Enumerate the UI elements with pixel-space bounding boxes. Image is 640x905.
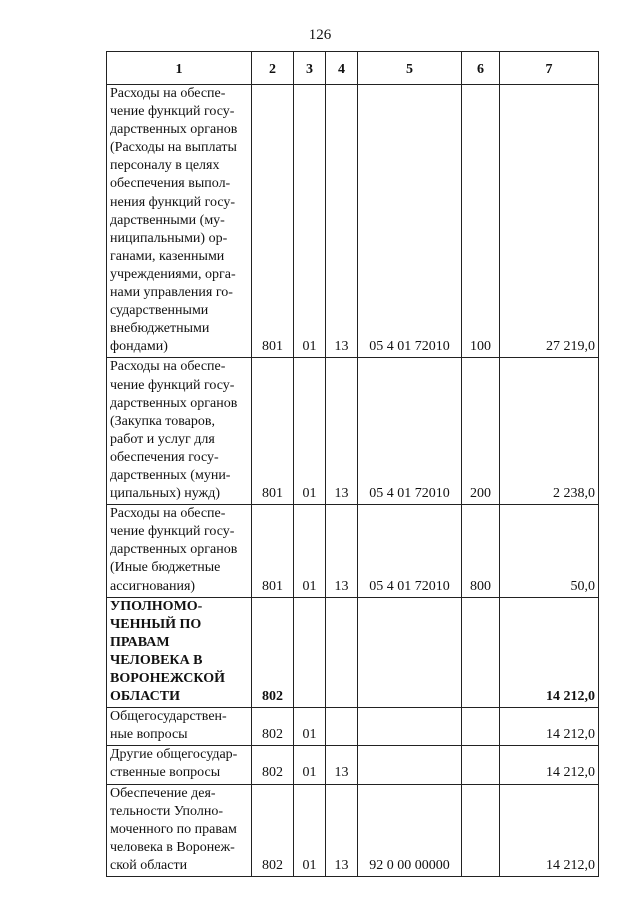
table-row <box>107 358 599 505</box>
row-amount: 14 212,0 <box>500 597 599 708</box>
row-main-code: 801 <box>252 85 294 358</box>
row-amount: 27 219,0 <box>500 85 599 358</box>
row-section: 01 <box>294 746 326 784</box>
row-amount: 14 212,0 <box>500 746 599 784</box>
row-main-code: 802 <box>252 784 294 876</box>
table-header-row <box>107 52 599 85</box>
budget-table <box>106 51 599 877</box>
row-subsection: 13 <box>326 784 358 876</box>
row-subsection: 13 <box>326 505 358 597</box>
row-section <box>294 597 326 708</box>
row-section: 01 <box>294 505 326 597</box>
row-target-article: 05 4 01 72010 <box>358 358 462 505</box>
row-name: Расходы на обеспе- чение функций госу- дарственных органов (Иные бюджетные ассигнования) <box>107 505 252 597</box>
row-subsection <box>326 597 358 708</box>
page-number: 126 <box>308 27 332 43</box>
row-target-article: 05 4 01 72010 <box>358 505 462 597</box>
table-row <box>107 784 599 876</box>
row-main-code: 802 <box>252 746 294 784</box>
row-name: Обеспечение дея- тельности Уполно- моченного по правам человека в Воронеж- ской области <box>107 784 252 876</box>
row-target-article: 92 0 00 00000 <box>358 784 462 876</box>
row-name: Расходы на обеспе- чение функций госу- дарственных органов (Закупка товаров, работ и услуг для обеспечения госу- дарственных (муни- ципальных) нужд) <box>107 358 252 505</box>
row-main-code: 801 <box>252 505 294 597</box>
row-subsection <box>326 708 358 746</box>
row-name: Расходы на обеспе- чение функций госу- дарственных органов (Расходы на выплаты персоналу в целях обеспечения выпол- нения функций госу- дарственными (му- ниципальными) ор- ганами, казенными учреждениями, орга- нами управления го- сударственными внебюджетными фондами) <box>107 85 252 358</box>
row-expense-type: 100 <box>462 85 500 358</box>
row-section: 01 <box>294 784 326 876</box>
table-row <box>107 746 599 784</box>
row-main-code: 801 <box>252 358 294 505</box>
row-target-article <box>358 746 462 784</box>
row-expense-type <box>462 597 500 708</box>
row-target-article <box>358 597 462 708</box>
row-subsection: 13 <box>326 746 358 784</box>
table-row <box>107 597 599 708</box>
row-expense-type <box>462 784 500 876</box>
row-amount: 2 238,0 <box>500 358 599 505</box>
row-amount: 14 212,0 <box>500 784 599 876</box>
header-col-3: 3 <box>294 52 326 85</box>
row-target-article: 05 4 01 72010 <box>358 85 462 358</box>
row-expense-type <box>462 708 500 746</box>
row-name: Другие общегосудар- ственные вопросы <box>107 746 252 784</box>
row-main-code: 802 <box>252 597 294 708</box>
header-col-5: 5 <box>358 52 462 85</box>
row-main-code: 802 <box>252 708 294 746</box>
row-expense-type: 800 <box>462 505 500 597</box>
row-expense-type: 200 <box>462 358 500 505</box>
row-name: Общегосударствен- ные вопросы <box>107 708 252 746</box>
header-col-6: 6 <box>462 52 500 85</box>
row-amount: 50,0 <box>500 505 599 597</box>
table-row <box>107 85 599 358</box>
header-col-4: 4 <box>326 52 358 85</box>
row-expense-type <box>462 746 500 784</box>
header-col-1: 1 <box>107 52 252 85</box>
row-section: 01 <box>294 708 326 746</box>
row-amount: 14 212,0 <box>500 708 599 746</box>
header-col-2: 2 <box>252 52 294 85</box>
row-section: 01 <box>294 358 326 505</box>
row-subsection: 13 <box>326 85 358 358</box>
row-section: 01 <box>294 85 326 358</box>
row-subsection: 13 <box>326 358 358 505</box>
header-col-7: 7 <box>500 52 599 85</box>
row-name: УПОЛНОМО- ЧЕННЫЙ ПО ПРАВАМ ЧЕЛОВЕКА В ВОРОНЕЖСКОЙ ОБЛАСТИ <box>107 597 252 708</box>
row-target-article <box>358 708 462 746</box>
table-row <box>107 505 599 597</box>
table-body <box>107 85 599 877</box>
table-row <box>107 708 599 746</box>
